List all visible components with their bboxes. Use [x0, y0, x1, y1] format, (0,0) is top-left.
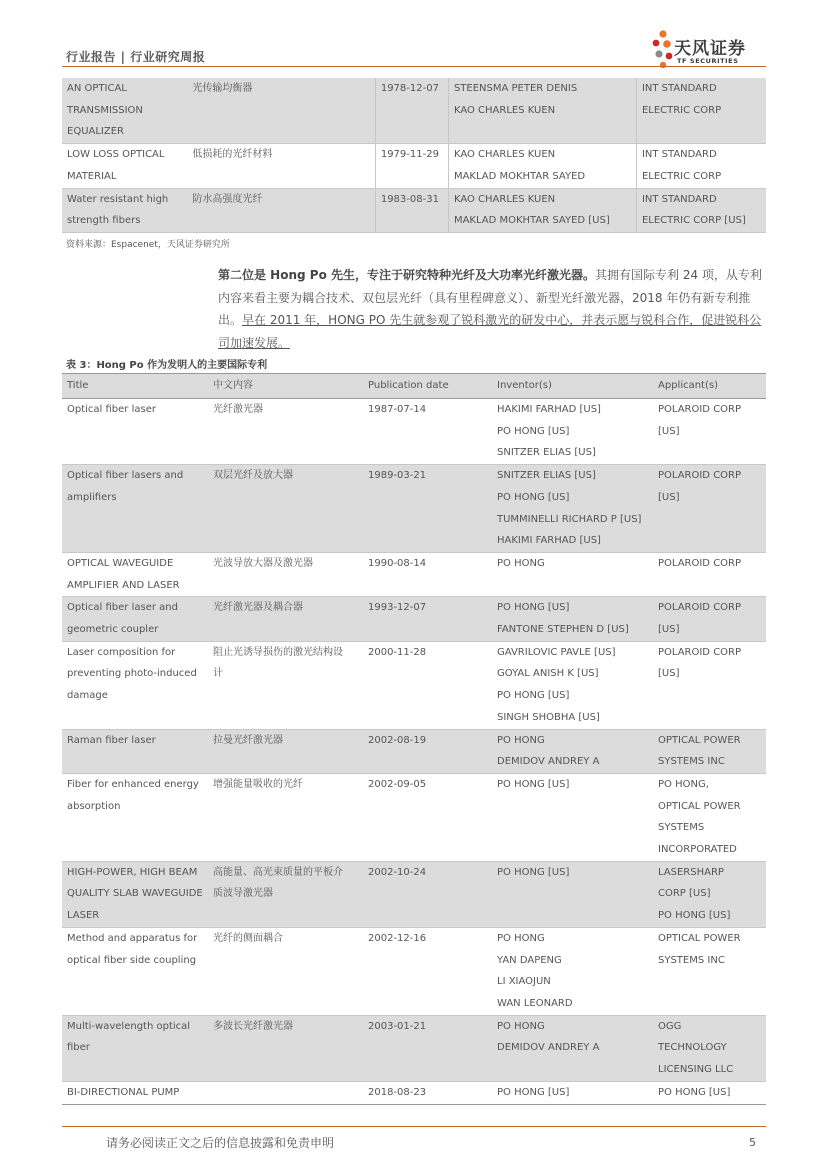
cell-line: PO HONG [497, 734, 545, 746]
cell-line: PO HONG [US] [497, 602, 570, 614]
cell-inventors [492, 597, 653, 641]
cell-line: PO HONG [US] [497, 778, 570, 790]
cell-title [62, 597, 208, 641]
cell-line: PO HONG, [658, 778, 709, 790]
cell-line: Water resistant high [67, 193, 169, 205]
company-logo-name: 天风证券 [674, 39, 746, 59]
cell-line: damage [67, 690, 108, 702]
cell-line: strength fibers [67, 215, 141, 227]
cell-line: STEENSMA PETER DENIS [453, 83, 578, 94]
cell-line: OPTICAL POWER [658, 734, 741, 746]
footer-disclaimer: 请务必阅读正文之后的信息披露和免责申明 [106, 1136, 335, 1150]
cell-line: BI-DIRECTIONAL PUMP [67, 1086, 180, 1098]
cell-line: [US] [658, 491, 680, 503]
cell-line: Optical fiber laser [67, 404, 156, 415]
cell-line: [US] [658, 668, 680, 680]
cell-date [363, 597, 492, 641]
cell-line: EQUALIZER [67, 126, 124, 138]
cell-date [375, 78, 448, 144]
cell-title [62, 1081, 208, 1104]
cell-line: 1993-12-07 [368, 602, 427, 614]
cell-date [363, 861, 492, 927]
cell-line: PO HONG [497, 557, 545, 569]
cell-line: POLAROID CORP [658, 646, 742, 658]
cell-line: ELECTRIC CORP [US] [641, 215, 746, 227]
cell-line: TECHNOLOGY [658, 1042, 727, 1054]
cell-line: POLAROID CORP [658, 470, 742, 482]
cell-title [62, 1015, 208, 1081]
cell-line: 质波导激光器 [213, 888, 273, 900]
cell-line: 1989-03-21 [368, 470, 427, 482]
cell-line: 高能量、高光束质量的平板介 [213, 866, 343, 878]
cell-chinese [208, 729, 363, 773]
cell-line: 2002-09-05 [368, 778, 427, 790]
cell-line: [US] [658, 425, 680, 437]
cell-line: 双层光纤及放大器 [213, 470, 293, 482]
cell-line: amplifiers [67, 491, 117, 503]
cell-line: 低损耗的光纤材料 [192, 149, 273, 161]
cell-line: TRANSMISSION [67, 104, 143, 116]
cell-line: SNITZER ELIAS [US] [497, 470, 596, 482]
cell-line: PO HONG [US] [497, 690, 570, 702]
table-row [62, 188, 766, 232]
cell-date [363, 552, 492, 596]
cell-inventors [492, 641, 653, 729]
cell-line: INT STANDARD [641, 193, 717, 205]
cell-line: 阻止光诱导损伤的激光结构设 [213, 646, 343, 658]
cell-line: fiber [67, 1042, 90, 1054]
cell-date [363, 729, 492, 773]
cell-line: MAKLAD MOKHTAR SAYED [US] [453, 215, 610, 227]
table-row [62, 1081, 766, 1104]
cell-line: Raman fiber laser [67, 734, 156, 746]
cell-line: SYSTEMS INC [658, 954, 725, 966]
header-applicants: Applicant(s) [653, 374, 766, 399]
table-row [62, 144, 766, 188]
cell-line: optical fiber side coupling [67, 954, 197, 966]
table-row [62, 399, 766, 465]
cell-line: HIGH-POWER, HIGH BEAM [67, 866, 198, 878]
cell-line: ELECTRIC CORP [641, 104, 722, 116]
header-publication-date: Publication date [363, 374, 492, 399]
cell-line: WAN LEONARD [497, 997, 573, 1009]
cell-line: QUALITY SLAB WAVEGUIDE [67, 888, 203, 900]
cell-chinese [208, 641, 363, 729]
cell-chinese [208, 552, 363, 596]
cell-title [62, 861, 208, 927]
cell-line: DEMIDOV ANDREY A [497, 1042, 600, 1054]
cell-line: 光纤的侧面耦合 [213, 932, 283, 944]
cell-line: POLAROID CORP [658, 404, 742, 415]
table-row [62, 729, 766, 773]
cell-line: 1990-08-14 [368, 557, 427, 569]
cell-line: MAKLAD MOKHTAR SAYED [453, 170, 586, 182]
cell-line: Laser composition for [67, 646, 176, 658]
cell-chinese [208, 399, 363, 465]
cell-chinese [208, 927, 363, 1015]
table-row [62, 927, 766, 1015]
cell-line: 2000-11-28 [368, 646, 427, 658]
cell-line: 光波导放大器及激光器 [213, 557, 313, 569]
cell-line: PO HONG [US] [658, 910, 731, 922]
cell-title [62, 552, 208, 596]
table-row [62, 465, 766, 553]
cell-line: 2003-01-21 [368, 1020, 427, 1032]
cell-date [363, 1081, 492, 1104]
cell-line: Optical fiber laser and [67, 602, 178, 614]
cell-title [62, 641, 208, 729]
header-chinese-content: 中文内容 [208, 374, 363, 399]
cell-line: OPTICAL WAVEGUIDE [67, 557, 174, 569]
cell-line: [US] [658, 624, 680, 636]
cell-line: INT STANDARD [641, 83, 717, 94]
cell-inventors [492, 729, 653, 773]
cell-line: 增强能量吸收的光纤 [213, 778, 303, 790]
cell-title [62, 78, 187, 144]
cell-date [363, 465, 492, 553]
cell-inventors [492, 1081, 653, 1104]
cell-line: PO HONG [US] [497, 866, 570, 878]
table-row [62, 1015, 766, 1081]
cell-line: HAKIMI FARHAD [US] [497, 404, 601, 415]
cell-line: 2002-12-16 [368, 932, 427, 944]
cell-chinese [208, 861, 363, 927]
table-row [62, 597, 766, 641]
cell-line: AN OPTICAL [67, 83, 127, 94]
cell-line: absorption [67, 800, 121, 812]
cell-applicant [653, 927, 766, 1015]
cell-line: PO HONG [US] [497, 425, 570, 437]
cell-line: 光传输均衡器 [192, 83, 253, 94]
header-inventors: Inventor(s) [492, 374, 653, 399]
cell-chinese [208, 597, 363, 641]
cell-line: KAO CHARLES KUEN [453, 193, 556, 205]
cell-chinese [208, 465, 363, 553]
cell-line: YAN DAPENG [497, 954, 562, 966]
cell-line: preventing photo-induced [67, 668, 197, 680]
cell-chinese [187, 144, 375, 188]
patent-table-kao [62, 78, 766, 233]
cell-line: 2002-10-24 [368, 866, 427, 878]
cell-line: KAO CHARLES KUEN [453, 149, 556, 161]
paragraph-underlined: 早在 2011 年，HONG PO 先生就参观了锐科激光的研发中心，并表示愿与锐科合作，促进锐科公司加速发展。 [218, 313, 762, 350]
cell-line: KAO CHARLES KUEN [453, 104, 556, 116]
cell-line: INT STANDARD [641, 149, 717, 161]
cell-date [363, 773, 492, 861]
cell-line: Fiber for enhanced energy [67, 778, 199, 790]
cell-title [62, 144, 187, 188]
cell-line: SNITZER ELIAS [US] [497, 447, 596, 459]
cell-line: 1983-08-31 [380, 193, 439, 205]
cell-line: Method and apparatus for [67, 932, 198, 944]
cell-applicant [653, 773, 766, 861]
page-number: 5 [749, 1136, 756, 1149]
cell-chinese [208, 1015, 363, 1081]
cell-line: LOW LOSS OPTICAL [67, 149, 165, 161]
cell-line: HAKIMI FARHAD [US] [497, 535, 601, 547]
cell-line: PO HONG [497, 1020, 545, 1032]
table-row [62, 641, 766, 729]
cell-applicant [653, 597, 766, 641]
cell-applicant [636, 78, 766, 144]
cell-date [375, 144, 448, 188]
cell-line: 防水高强度光纤 [192, 193, 263, 205]
cell-inventors [448, 188, 636, 232]
header-divider [62, 66, 766, 67]
cell-line: 计 [213, 668, 223, 680]
cell-chinese [208, 773, 363, 861]
cell-line: LI XIAOJUN [497, 976, 551, 988]
cell-date [363, 641, 492, 729]
source-note: 资料来源：Espacenet，天风证券研究所 [66, 240, 230, 250]
cell-line: SYSTEMS INC [658, 756, 725, 768]
cell-line: Multi-wavelength optical [67, 1020, 191, 1032]
cell-line: CORP [US] [658, 888, 711, 900]
cell-date [363, 927, 492, 1015]
cell-applicant [653, 552, 766, 596]
cell-inventors [492, 552, 653, 596]
cell-applicant [653, 399, 766, 465]
cell-applicant [636, 144, 766, 188]
cell-line: PO HONG [497, 932, 545, 944]
cell-date [363, 1015, 492, 1081]
cell-date [363, 399, 492, 465]
company-logo-subtitle: TF SECURITIES [677, 57, 739, 65]
cell-inventors [492, 465, 653, 553]
cell-applicant [653, 729, 766, 773]
cell-line: POLAROID CORP [658, 557, 742, 569]
cell-inventors [448, 144, 636, 188]
cell-applicant [653, 861, 766, 927]
cell-title [62, 773, 208, 861]
cell-title [62, 927, 208, 1015]
report-header-title: 行业报告 | 行业研究周报 [66, 50, 206, 64]
table-row [62, 773, 766, 861]
cell-line: OGG [658, 1020, 682, 1032]
cell-line: INCORPORATED [658, 844, 737, 856]
cell-line: 2018-08-23 [368, 1086, 427, 1098]
paragraph-highlight: 第二位是 Hong Po 先生，专注于研究特种光纤及大功率光纤激光器。 [218, 268, 595, 282]
cell-applicant [636, 188, 766, 232]
cell-line: PO HONG [US] [497, 1086, 570, 1098]
cell-line: 1979-11-29 [380, 149, 439, 161]
cell-title [62, 188, 187, 232]
footer-divider [62, 1126, 766, 1127]
cell-line: 多波长光纤激光器 [213, 1020, 293, 1032]
cell-line: Optical fiber lasers and [67, 470, 184, 482]
cell-line: 2002-08-19 [368, 734, 427, 746]
cell-line: PO HONG [US] [497, 491, 570, 503]
body-paragraph [218, 264, 766, 354]
cell-line: 光纤激光器及耦合器 [213, 602, 303, 614]
table-row [62, 552, 766, 596]
cell-line: MATERIAL [67, 170, 117, 182]
table-header-row [62, 374, 766, 399]
patent-table-hong-po [62, 373, 766, 1105]
cell-line: ELECTRIC CORP [641, 170, 722, 182]
cell-date [375, 188, 448, 232]
cell-line: geometric coupler [67, 624, 159, 636]
cell-chinese [187, 188, 375, 232]
cell-line: SYSTEMS [658, 822, 705, 834]
cell-inventors [448, 78, 636, 144]
cell-line: PO HONG [US] [658, 1086, 731, 1098]
cell-line: SINGH SHOBHA [US] [497, 711, 600, 723]
cell-line: FANTONE STEPHEN D [US] [497, 624, 629, 636]
cell-line: POLAROID CORP [658, 602, 742, 614]
table-caption: 表 3：Hong Po 作为发明人的主要国际专利 [66, 360, 268, 371]
cell-line: DEMIDOV ANDREY A [497, 756, 600, 768]
paragraph-text: 其拥有国际专利 24 项，从专利内容来看主要为耦合技术、双包层光纤（具有里程碑意义）、新型光纤激光器，2018 年仍有新专利推出。 [218, 268, 762, 327]
cell-line: TUMMINELLI RICHARD P [US] [497, 513, 642, 525]
cell-applicant [653, 465, 766, 553]
table-row [62, 861, 766, 927]
cell-line: 1978-12-07 [380, 83, 439, 94]
cell-title [62, 729, 208, 773]
cell-line: OPTICAL POWER [658, 800, 741, 812]
cell-inventors [492, 399, 653, 465]
cell-title [62, 399, 208, 465]
cell-line: GAVRILOVIC PAVLE [US] [497, 646, 616, 658]
cell-chinese [187, 78, 375, 144]
cell-applicant [653, 1081, 766, 1104]
cell-inventors [492, 927, 653, 1015]
cell-inventors [492, 773, 653, 861]
cell-applicant [653, 1015, 766, 1081]
cell-line: LICENSING LLC [658, 1064, 734, 1076]
cell-line: 光纤激光器 [213, 404, 263, 415]
cell-line: OPTICAL POWER [658, 932, 741, 944]
cell-inventors [492, 1015, 653, 1081]
cell-line: LASER [67, 910, 100, 922]
cell-line: 拉曼光纤激光器 [213, 734, 283, 746]
header-title: Title [62, 374, 208, 399]
cell-applicant [653, 641, 766, 729]
table-row [62, 78, 766, 144]
cell-inventors [492, 861, 653, 927]
cell-line: 1987-07-14 [368, 404, 427, 415]
cell-title [62, 465, 208, 553]
cell-line: GOYAL ANISH K [US] [497, 668, 599, 680]
cell-line: AMPLIFIER AND LASER [67, 579, 180, 591]
cell-line: LASERSHARP [658, 866, 724, 878]
cell-chinese [208, 1081, 363, 1104]
